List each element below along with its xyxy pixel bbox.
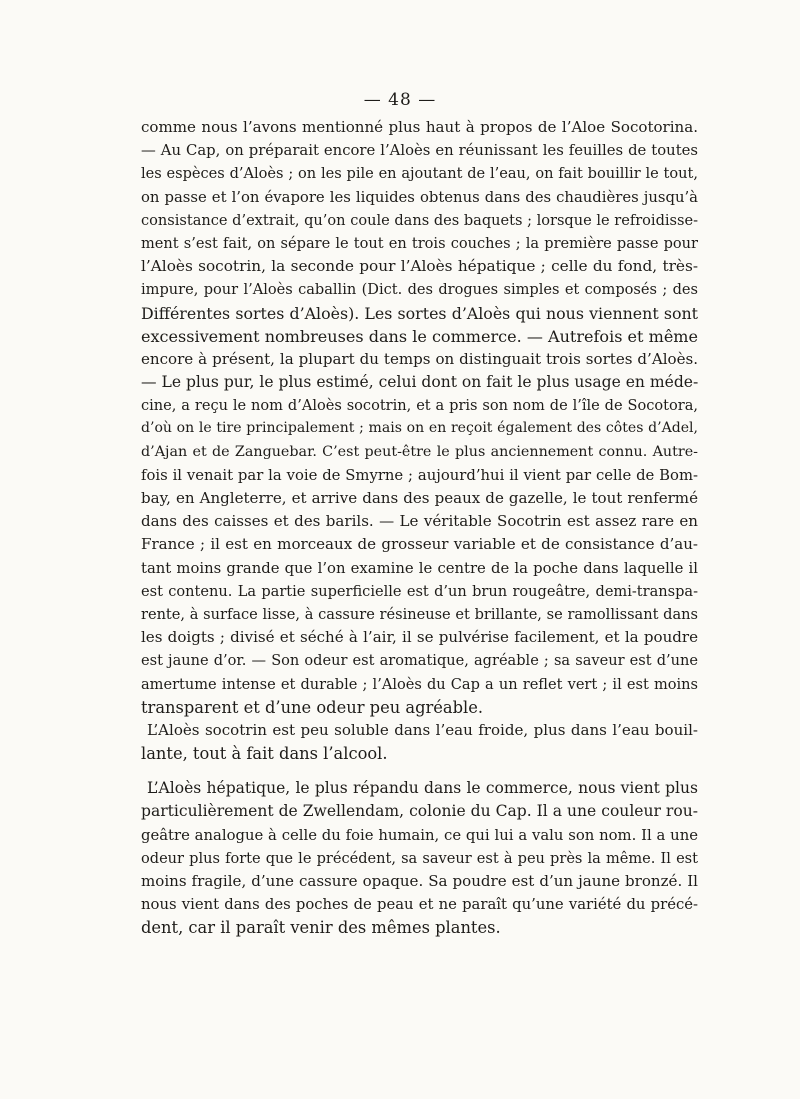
text-line: ment s’est fait, on sépare le tout en trois couches ; la première passe pour (141, 234, 698, 252)
text-line: les espèces d’Aloès ; on les pile en ajoutant de l’eau, on fait bouillir le tout, (141, 165, 698, 183)
body-text (141, 116, 698, 940)
text-line: fois il venait par la voie de Smyrne ; aujourd’hui il vient par celle de Bom- (141, 466, 698, 484)
text-line: — Le plus pur, le plus estimé, celui dont on fait le plus usage en méde- (141, 373, 699, 392)
text-line: particulièrement de Zwellendam, colonie du Cap. Il a une couleur rou- (141, 802, 698, 821)
text-line: nous vient dans des poches de peau et ne paraît qu’une variété du précé- (141, 896, 698, 914)
text-line: geâtre analogue à celle du foie humain, ce qui lui a valu son nom. Il a une (141, 826, 698, 844)
text-line: amertume intense et durable ; l’Aloès du Cap a un reflet vert ; il est moins (141, 675, 698, 693)
text-line: dans des caisses et des barils. — Le véritable Socotrin est assez rare en (141, 512, 698, 531)
text-line: transparent et d’une odeur peu agréable. (141, 697, 484, 717)
text-line: est contenu. La partie superficielle est d’un brun rougeâtre, demi-transpa- (141, 582, 698, 600)
text-line: d’où on le tire principalement ; mais on en reçoit également des côtes d’Adel, (141, 420, 698, 437)
text-line: comme nous l’avons mentionné plus haut à propos de l’Aloe Socotorina. (141, 118, 698, 136)
page-number: — 48 — (363, 90, 437, 110)
paragraph (141, 777, 698, 939)
text-line: L’Aloès hépatique, le plus répandu dans le commerce, nous vient plus (147, 779, 698, 798)
text-line: Différentes sortes d’Aloès). Les sortes d’Aloès qui nous viennent sont (141, 303, 698, 323)
text-line: on passe et l’on évapore les liquides obtenus dans des chaudières jusqu’à (141, 188, 698, 206)
text-line: rente, à surface lisse, à cassure résineuse et brillante, se ramollissant dans (141, 605, 698, 623)
text-line: encore à présent, la plupart du temps on distinguait trois sortes d’Aloès. (141, 349, 698, 368)
text-line: bay, en Angleterre, et arrive dans des peaux de gazelle, le tout renfermé (141, 489, 698, 507)
text-line: excessivement nombreuses dans le commerce. — Autrefois et même (141, 326, 698, 346)
text-line: les doigts ; divisé et séché à l’air, il se pulvérise facilement, et la poudre (141, 628, 698, 647)
text-line: est jaune d’or. — Son odeur est aromatique, agréable ; sa saveur est d’une (141, 652, 698, 670)
text-line: — Au Cap, on préparait encore l’Aloès en réunissant les feuilles de toutes (141, 142, 698, 160)
text-line: d’Ajan et de Zanguebar. C’est peut-être le plus anciennement connu. Autre- (141, 443, 698, 460)
text-line: cine, a reçu le nom d’Aloès socotrin, et a pris son nom de l’île de Socotora, (141, 397, 698, 415)
paragraph (141, 116, 698, 719)
text-line: moins fragile, d’une cassure opaque. Sa poudre est d’un jaune bronzé. Il (141, 872, 698, 890)
text-line: dent, car il paraît venir des mêmes plantes. (141, 918, 501, 938)
text-line: L’Aloès socotrin est peu soluble dans l’eau froide, plus dans l’eau bouil- (147, 720, 698, 739)
text-line: l’Aloès socotrin, la seconde pour l’Aloès hépatique ; celle du fond, très- (141, 257, 698, 276)
text-line: consistance d’extrait, qu’on coule dans des baquets ; lorsque le refroidisse- (141, 211, 698, 229)
paragraph (141, 719, 698, 765)
text-line: lante, tout à fait dans l’alcool. (141, 744, 388, 764)
text-line: odeur plus forte que le précédent, sa saveur est à peu près la même. Il est (141, 849, 698, 867)
text-line: France ; il est en morceaux de grosseur variable et de consistance d’au- (141, 535, 698, 554)
text-line: impure, pour l’Aloès caballin (Dict. des drogues simples et composés ; des (141, 281, 698, 299)
text-line: tant moins grande que l’on examine le centre de la poche dans laquelle il (141, 559, 698, 577)
